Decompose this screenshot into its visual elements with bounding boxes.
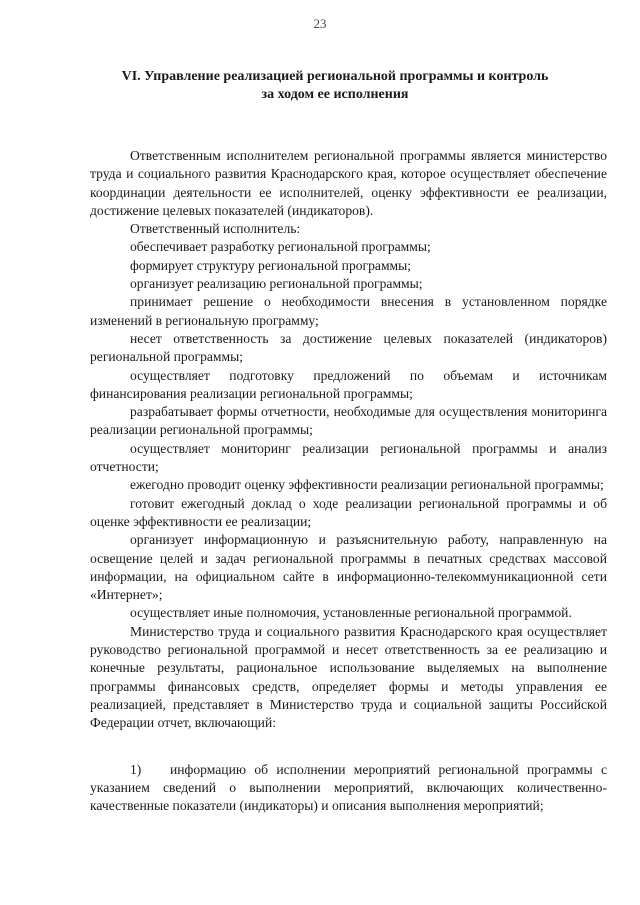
duty-item: готовит ежегодный доклад о ходе реализации региональной программы и об оценке эффективности ее реализации; <box>90 495 607 529</box>
list-item-text: информацию об исполнении мероприятий региональной программы с указанием сведений о выполнении мероприятий, включающих количественно-качественные показатели (индикаторы) и описания выполнения мероприятий; <box>90 761 607 814</box>
duty-item: осуществляет мониторинг реализации региональной программы и анализ отчетности; <box>90 440 607 475</box>
duty-item: принимает решение о необходимости внесения в установленном порядке изменений в региональную программу; <box>90 294 607 328</box>
duty-item: осуществляет подготовку предложений по объемам и источникам финансирования реализации региональной программы; <box>90 367 607 401</box>
duty-item: осуществляет иные полномочия, установленные региональной программой. <box>130 605 572 621</box>
paragraph-executor-intro: Ответственный исполнитель: <box>130 221 301 237</box>
section-heading <box>90 68 580 104</box>
numbered-list-item <box>90 761 607 816</box>
document-body <box>90 147 607 815</box>
duty-item: разрабатывает формы отчетности, необходимые для осуществления мониторинга реализации региональной программы; <box>90 404 607 438</box>
section-heading-line-2: за ходом ее исполнения <box>261 87 409 102</box>
duty-item: формирует структуру региональной программы; <box>130 257 412 273</box>
duty-item: организует реализацию региональной программы; <box>130 276 423 292</box>
duty-item: ежегодно проводит оценку эффективности реализации региональной программы; <box>130 477 604 493</box>
duty-item: организует информационную и разъяснительную работу, направленную на освещение целей и задач региональной программы в печатных средствах массовой информации, на официальном сайте в информационно-телекоммуникационной сети «Интернет»; <box>90 532 607 603</box>
duty-item: несет ответственность за достижение целевых показателей (индикаторов) региональной программы; <box>90 330 607 365</box>
duty-item: обеспечивает разработку региональной программы; <box>130 239 431 255</box>
paragraph-responsible-executor: Ответственным исполнителем региональной программы является министерство труда и социального развития Краснодарского края, которое осуществляет обеспечение координации деятельности ее исполнителей, оценку эффективности ее реализации, достижение целевых показателей (индикаторов). <box>90 148 607 218</box>
list-item-number: 1) <box>130 761 142 777</box>
section-heading-line-1: VI. Управление реализацией региональной программы и контроль <box>121 69 549 84</box>
paragraph-ministry: Министерство труда и социального развития Краснодарского края осуществляет руководство региональной программой и несет ответственность за ее реализацию и конечные результаты, рациональное использование выделяемых на выполнение программы финансовых средств, определяет формы и методы управления ее реализацией, представляет в Министерство труда и социальной защиты Российской Федерации отчет, включающий: <box>90 623 607 731</box>
page-number: 23 <box>313 16 327 31</box>
